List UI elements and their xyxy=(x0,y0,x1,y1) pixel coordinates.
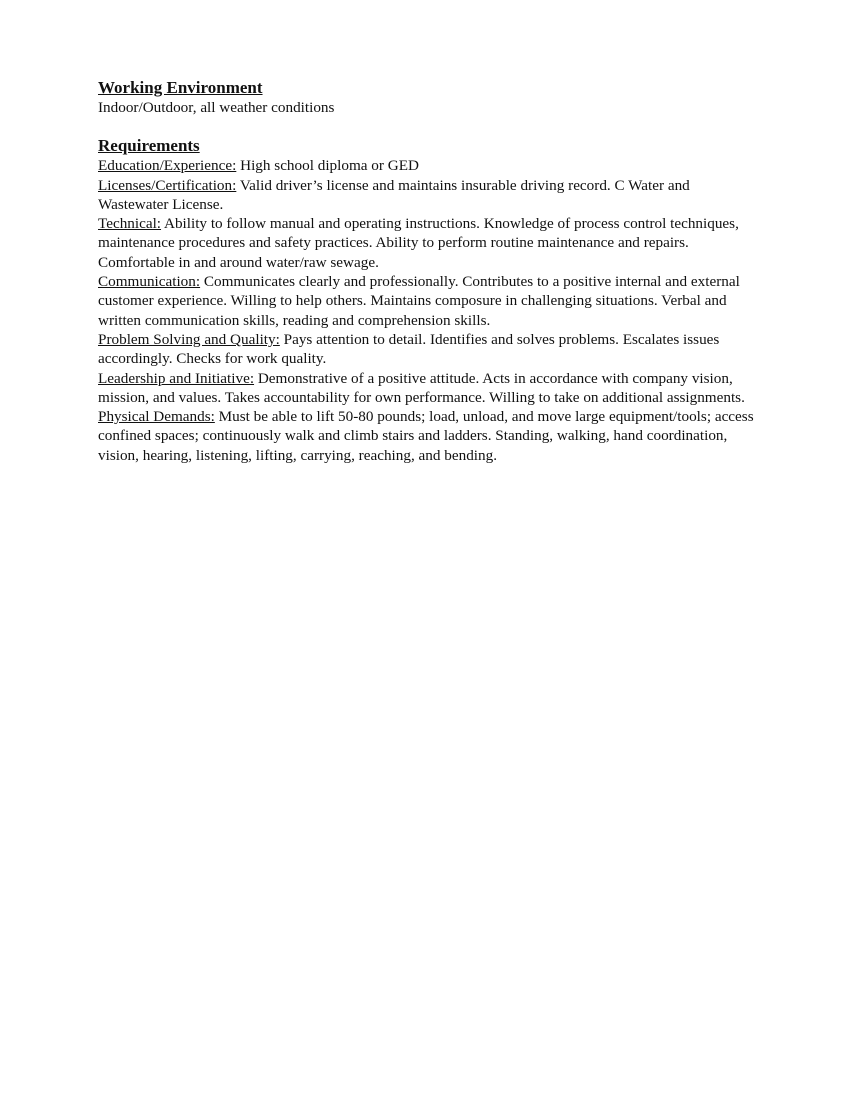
requirement-leadership xyxy=(98,369,758,408)
requirement-text: Pays attention to detail. Identifies and solves problems. Escalates issues accordingly. Checks for work quality. xyxy=(98,330,720,368)
document-body xyxy=(98,78,758,465)
requirement-education xyxy=(98,156,758,175)
requirement-text: Demonstrative of a positive attitude. Acts in accordance with company vision, mission, and values. Takes accountability for own performance. Willing to take on additional assignments. xyxy=(98,369,745,406)
working-environment-text: Indoor/Outdoor, all weather conditions xyxy=(98,99,335,116)
requirement-label: Problem Solving and Quality: xyxy=(98,330,280,348)
requirement-label: Technical: xyxy=(98,215,162,233)
requirement-problem-solving xyxy=(98,330,758,369)
requirement-label: Communication: xyxy=(98,273,201,291)
requirement-text: High school diploma or GED xyxy=(236,157,419,175)
requirement-label: Leadership and Initiative: xyxy=(98,369,255,387)
requirement-text: Communicates clearly and professionally. Contributes to a positive internal and external customer experience. Willing to help others. Maintains composure in challenging situations. Verbal and written communication skills, reading and comprehension skills. xyxy=(98,273,740,329)
requirements-heading: Requirements xyxy=(98,136,200,156)
requirement-label: Physical Demands: xyxy=(98,408,215,426)
requirement-text: Must be able to lift 50-80 pounds; load, unload, and move large equipment/tools; access confined spaces; continuously walk and climb stairs and ladders. Standing, walking, hand coordination, vision, hearing, listening, lifting, carrying, reaching, and bending. xyxy=(98,408,754,464)
requirement-technical xyxy=(98,214,758,272)
working-environment-heading: Working Environment xyxy=(98,78,263,97)
requirement-text: Valid driver’s license and maintains insurable driving record. C Water and Wastewater License. xyxy=(98,176,690,213)
requirement-label: Education/Experience: xyxy=(98,157,237,175)
requirement-licenses xyxy=(98,176,758,215)
requirement-communication xyxy=(98,272,758,330)
requirement-physical-demands xyxy=(98,407,758,465)
requirement-label: Licenses/Certification: xyxy=(98,176,237,194)
requirement-text: Ability to follow manual and operating instructions. Knowledge of process control techniques, maintenance procedures and safety practices. Ability to perform routine maintenance and repairs. Comfortable in and around water/raw sewage. xyxy=(98,215,739,271)
